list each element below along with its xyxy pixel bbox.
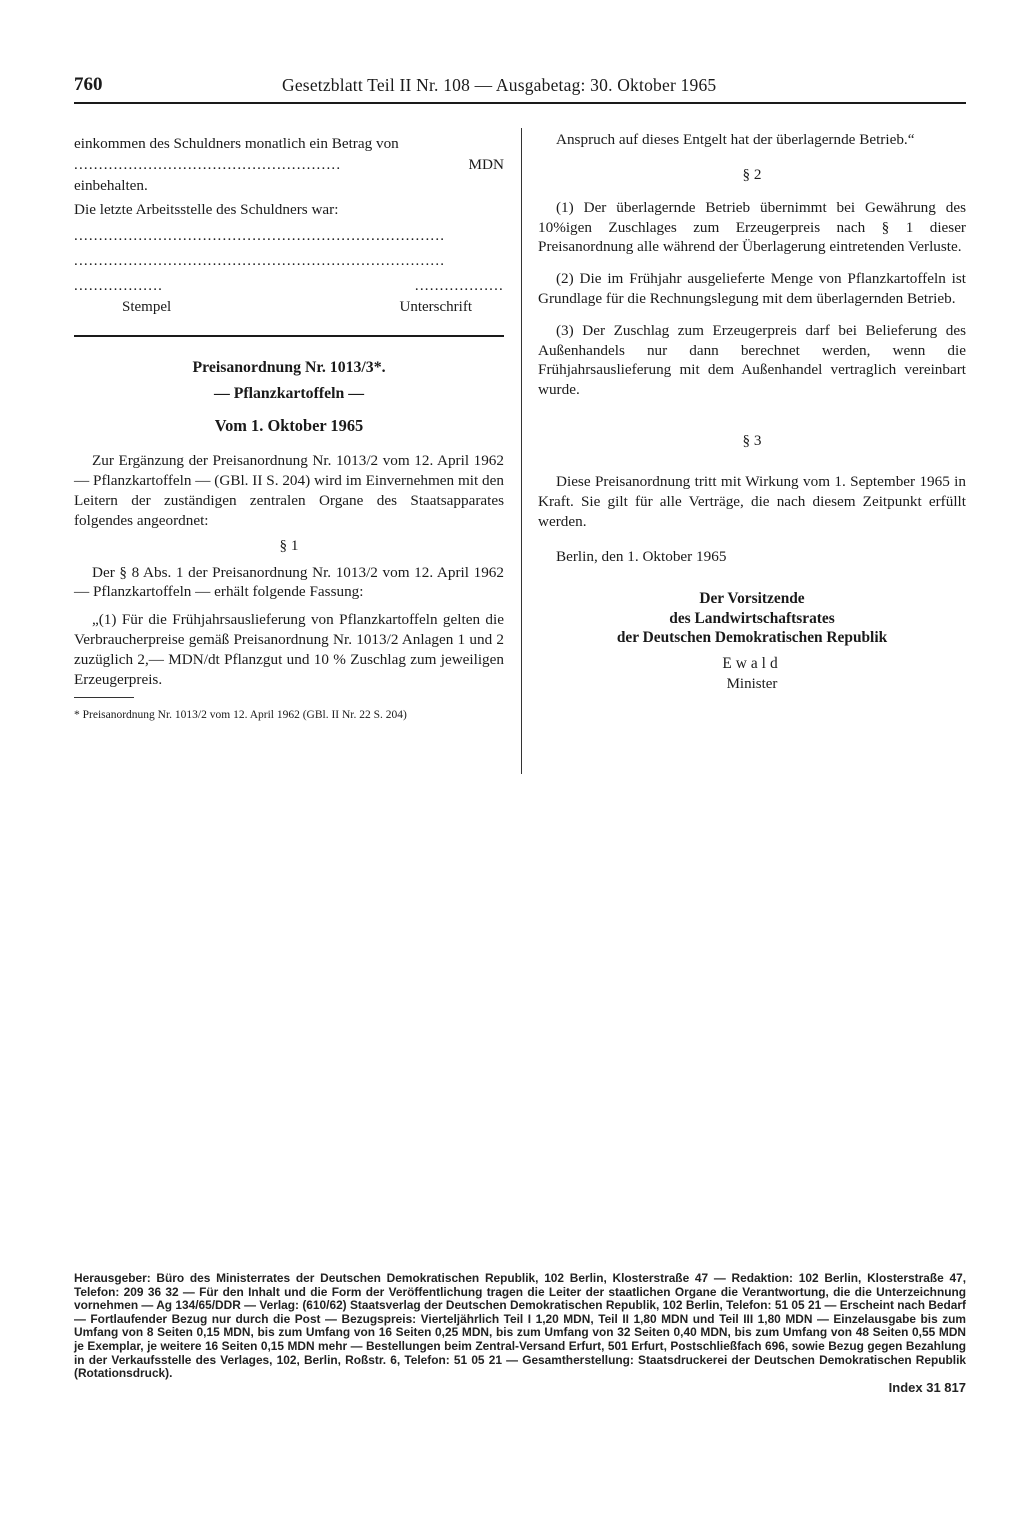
section-1-text: Der § 8 Abs. 1 der Preisanordnung Nr. 1013/2 vom 12. April 1962 — Pflanzkartoffeln — erhält folgende Fassung: <box>74 563 504 601</box>
imprint <box>74 1272 966 1394</box>
section-1-heading: § 1 <box>279 536 299 554</box>
dotted-line-2: ........................................................................... <box>74 253 446 270</box>
index-number: Index 31 817 <box>888 1379 966 1395</box>
last-workplace-text: Die letzte Arbeitsstelle des Schuldners war: <box>74 200 339 218</box>
intro-text: einkommen des Schuldners monatlich ein Betrag von <box>74 135 399 152</box>
header-title: Gesetzblatt Teil II Nr. 108 — Ausgabetag: 30. Oktober 1965 <box>282 75 717 95</box>
signatory-title-1: Der Vorsitzende <box>699 590 805 608</box>
stamp-label: Stempel <box>122 299 172 316</box>
signature-dots-right: .................. <box>414 278 504 295</box>
section-rule <box>74 335 504 337</box>
place-date: Berlin, den 1. Oktober 1965 <box>556 548 727 566</box>
imprint-text: Herausgeber: Büro des Ministerrates der Deutschen Demokratischen Republik, 102 Berlin, Klosterstraße 47 — Redaktion: 102 Berlin, Klosterstraße 47, Telefon: 209 36 32 — Für den Inhalt und die Form der Veröffentlichung tragen die Leiter der staatlichen Organe die Verantwortung, die die Unterzeichnung vornehmen — Ag 134/65/DDR — Verlag: (610/62) Staatsverlag der Deutschen Demokratischen Republik, 102 Berlin, Telefon: 51 05 21 — Erscheint nach Bedarf — Fortlaufender Bezug nur durch die Post — Bezugspreis: Vierteljährlich Teil I 1,20 MDN, Teil II 1,80 MDN und Teil III 1,80 MDN — Einzelausgabe bis zum Umfang von 8 Seiten 0,15 MDN, bis zum Umfang von 16 Seiten 0,25 MDN, bis zum Umfang von 32 Seiten 0,40 MDN, bis zum Umfang von 48 Seiten 0,55 MDN je Exemplar, je weitere 16 Seiten 0,15 MDN mehr — Bestellungen beim Zentral-Versand Erfurt, 501 Erfurt, Postschließfach 696, sowie Bezug gegen Bezahlung in der Verkaufsstelle des Verlages, 102, Berlin, Roßstr. 6, Telefon: 51 05 21 — Gesamtherstellung: Staatsdruckerei der Deutschen Demokratischen Republik (Rotationsdruck). <box>74 1271 966 1381</box>
right-column <box>538 130 966 694</box>
signature-label: Unterschrift <box>399 299 472 316</box>
quoted-paragraph: „(1) Für die Frühjahrsauslieferung von Pflanzkartoffeln gelten die Verbraucherpreise gemäß Preisanordnung Nr. 1013/2 Anlagen 1 und 2 zuzüglich 2,— MDN/dt Pflanzgut und 10 % Zuschlag zum jeweiligen Erzeugerpreis. <box>74 611 504 688</box>
section-2-para-2: (2) Die im Frühjahr ausgelieferte Menge von Pflanzkartoffeln ist Grundlage für die Rechnungslegung mit dem überlagernden Betrieb. <box>538 270 966 307</box>
footnote: * Preisanordnung Nr. 1013/2 vom 12. April 1962 (GBl. II Nr. 22 S. 204) <box>74 709 407 722</box>
ordinance-title: Preisanordnung Nr. 1013/3*. <box>192 359 386 377</box>
continued-text: Anspruch auf dieses Entgelt hat der überlagernde Betrieb.“ <box>556 131 915 148</box>
withheld-text: einbehalten. <box>74 176 148 194</box>
signatory-name: Ewald <box>722 654 782 672</box>
mdn-line <box>74 154 504 176</box>
mdn-label: MDN <box>468 155 504 173</box>
ordinance-subtitle: — Pflanzkartoffeln — <box>213 385 365 403</box>
signatory-title-3: der Deutschen Demokratischen Republik <box>616 629 888 647</box>
section-3-heading: § 3 <box>742 431 762 449</box>
page-number: 760 <box>74 74 103 95</box>
column-divider <box>521 128 522 774</box>
footnote-rule <box>74 697 134 698</box>
stamp-dots: .................. <box>74 278 164 295</box>
page-header <box>74 74 966 104</box>
section-2-para-3: (3) Der Zuschlag zum Erzeugerpreis darf bei Belieferung des Außenhandels nur dann berechnet werden, wenn die Frühjahrsauslieferung mit dem Außenhandel vertraglich vereinbart wurde. <box>538 321 966 399</box>
section-3-text: Diese Preisanordnung tritt mit Wirkung vom 1. September 1965 in Kraft. Sie gilt für alle Verträge, die nach diesem Zeitpunkt erfüllt werden. <box>538 472 966 530</box>
signatory-role: Minister <box>726 675 778 692</box>
signature-labels <box>74 297 504 317</box>
section-2-heading: § 2 <box>742 165 762 183</box>
section-2-para-1: (1) Der überlagernde Betrieb übernimmt bei Gewährung des 10%igen Zuschlages zum Erzeugerpreis nach § 1 dieser Preisanordnung alle während der Überlagerung eintretenden Verluste. <box>538 198 966 256</box>
signatory-title-2: des Landwirtschaftsrates <box>669 609 835 627</box>
dotted-line-1: ........................................................................... <box>74 228 446 245</box>
index-row <box>74 1381 966 1395</box>
dotted-fill: ...................................................... <box>74 156 342 173</box>
left-column <box>74 134 504 723</box>
preamble: Zur Ergänzung der Preisanordnung Nr. 1013/2 vom 12. April 1962 — Pflanzkartoffeln — (GBl. II S. 204) wird im Einvernehmen mit den Leitern der zuständigen zentralen Organe des Staatsapparates folgendes angeordnet: <box>74 452 504 529</box>
signature-dots <box>74 275 504 297</box>
ordinance-date: Vom 1. Oktober 1965 <box>214 416 364 436</box>
